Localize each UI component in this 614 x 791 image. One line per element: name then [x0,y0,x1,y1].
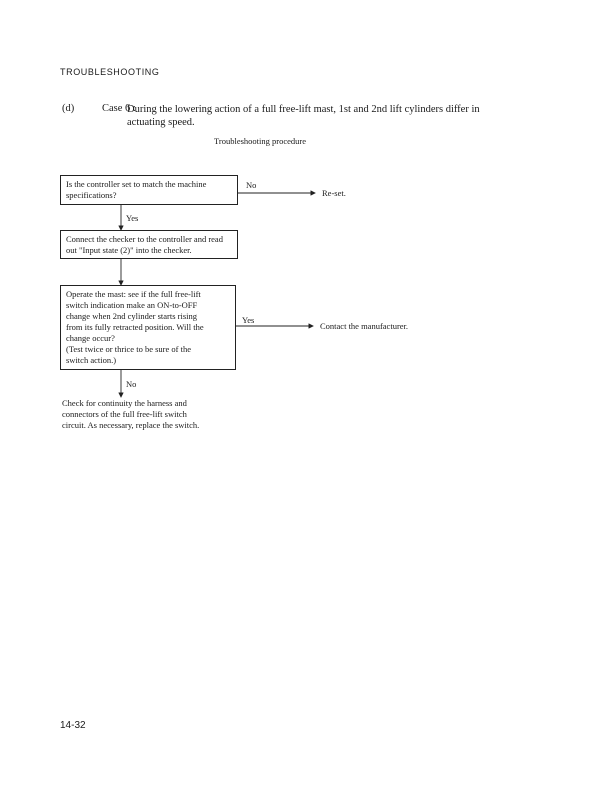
case-number: Case 6 : [102,103,136,114]
page-number: 14-32 [60,720,86,731]
step3-no-label: No [126,379,137,389]
step2-box [60,230,238,259]
step3-line: switch indication make an ON-to-OFF [66,300,198,310]
case-label: (d) [62,103,75,114]
step2-text: Connect the checker to the controller and read out "Input state (2)" into the checker. [66,234,223,255]
procedure-title: Troubleshooting procedure [214,136,306,146]
step3-line: switch action.) [66,355,117,365]
case-description: During the lowering action of a full free-lift mast, 1st and 2nd lift cylinders differ in actuating speed. [127,104,480,128]
step1-box [60,175,238,205]
final-step-text [62,398,262,431]
final-line: connectors of the full free-lift switch [62,409,187,419]
step1-text: Is the controller set to match the machine specifications? [66,179,207,200]
step3-line: Operate the mast: see if the full free-lift [66,289,201,299]
final-line: Check for continuity the harness and [62,398,187,408]
step3-line: change when 2nd cylinder starts rising [66,311,198,321]
step3-yes-label: Yes [242,315,255,325]
step3-line: change occur? [66,333,115,343]
step3-line: from its fully retracted position. Will the [66,322,204,332]
step3-box [60,285,236,370]
final-line: circuit. As necessary, replace the switch. [62,420,200,430]
step1-no-label: No [246,180,257,190]
step1-yes-label: Yes [126,213,139,223]
step3-line: (Test twice or thrice to be sure of the [66,344,191,354]
step3-yes-action: Contact the manufacturer. [320,321,409,331]
section-title: TROUBLESHOOTING [60,67,160,77]
step1-no-action: Re-set. [322,188,346,198]
